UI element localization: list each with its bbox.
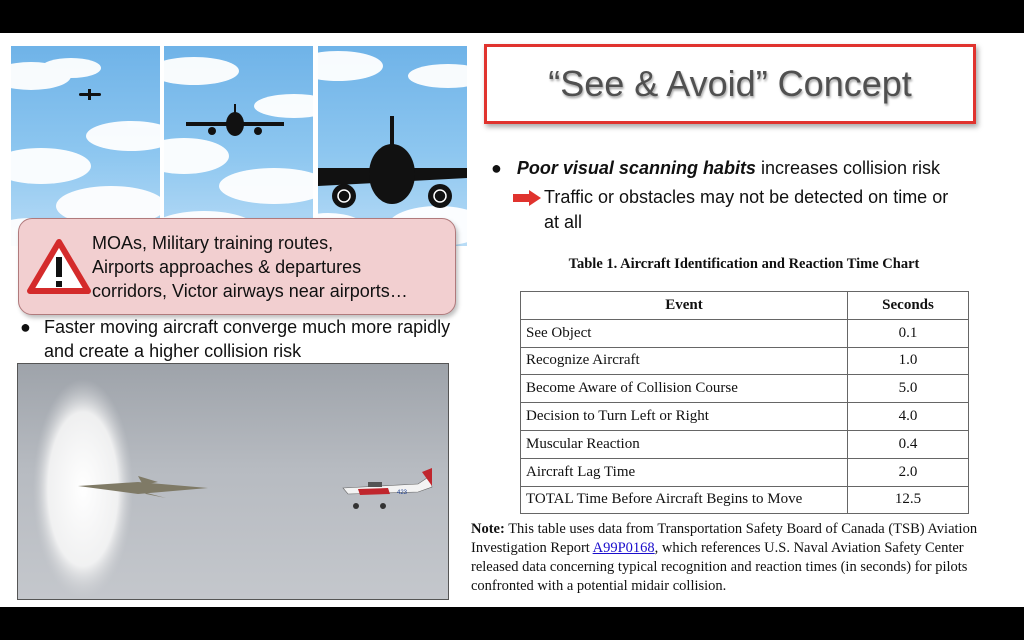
sub-bullet-text: Traffic or obstacles may not be detected on time or at all <box>544 187 949 232</box>
sky-panel-medium <box>164 46 313 246</box>
event-cell: Recognize Aircraft <box>521 347 848 375</box>
table-row <box>521 486 969 514</box>
warning-line: MOAs, Military training routes, <box>92 233 334 253</box>
bullet-dot: ● <box>491 158 502 178</box>
right-bullet-main <box>491 158 940 179</box>
bullet-emphasis: Poor visual scanning habits <box>516 158 756 178</box>
event-cell: Decision to Turn Left or Right <box>521 403 848 431</box>
sky-illustration-medium <box>164 46 313 246</box>
airplane-small-icon <box>79 89 101 100</box>
seconds-cell: 5.0 <box>848 375 969 403</box>
event-cell: See Object <box>521 319 848 347</box>
left-bullet-text: Faster moving aircraft converge much more rapidly and create a higher collision risk <box>44 317 451 361</box>
event-cell: Become Aware of Collision Course <box>521 375 848 403</box>
table-row <box>521 319 969 347</box>
note-text-after: , which references U.S. Naval Aviation Safety Center released data concerning typical recognition and reaction times (in seconds) for pilots confronted with a potential midair collision. <box>471 540 968 594</box>
seconds-cell: 1.0 <box>848 347 969 375</box>
small-aircraft-icon <box>343 468 432 509</box>
reaction-time-table <box>520 291 969 514</box>
report-link[interactable]: A99P0168 <box>592 540 655 556</box>
table-caption: Table 1. Aircraft Identification and Reaction Time Chart <box>568 256 920 272</box>
note-label: Note: <box>471 521 505 537</box>
sky-panel-distant <box>11 46 160 246</box>
table-row <box>521 403 969 431</box>
warning-text <box>92 231 452 303</box>
table-row <box>521 347 969 375</box>
title-box <box>484 44 976 124</box>
warning-line: corridors, Victor airways near airports… <box>92 281 408 301</box>
seconds-cell: 2.0 <box>848 458 969 486</box>
sky-illustration-close <box>318 46 467 246</box>
seconds-cell: 0.1 <box>848 319 969 347</box>
bullet-dot: ● <box>20 317 31 337</box>
note-text-before: This table uses data from Transportation Safety Board of Canada (TSB) Aviation Investigation Report <box>471 521 978 556</box>
seconds-cell: 0.4 <box>848 430 969 458</box>
warning-line: Airports approaches & departures <box>92 257 362 277</box>
sky-panel-close <box>318 46 467 246</box>
table-row <box>521 375 969 403</box>
right-arrow-icon <box>512 190 542 206</box>
slide <box>0 33 1024 607</box>
table-row <box>521 458 969 486</box>
column-header-event: Event <box>521 292 848 320</box>
bullet-main-rest: increases collision risk <box>755 158 941 178</box>
table-header-row <box>521 292 969 320</box>
airplane-large-icon <box>318 116 467 208</box>
warning-callout <box>18 218 456 315</box>
table-note <box>471 520 1011 596</box>
column-header-seconds: Seconds <box>848 292 969 320</box>
slide-title: “See & Avoid” Concept <box>548 63 912 104</box>
warning-triangle-icon <box>27 239 91 295</box>
event-cell: TOTAL Time Before Aircraft Begins to Move <box>521 486 848 514</box>
jet-vapor-cone-illustration <box>18 364 448 599</box>
table-row <box>521 430 969 458</box>
sky-illustration-distant <box>11 46 160 246</box>
event-cell: Muscular Reaction <box>521 430 848 458</box>
aircraft-tail-number: 423 <box>397 490 408 496</box>
seconds-cell: 4.0 <box>848 403 969 431</box>
event-cell: Aircraft Lag Time <box>521 458 848 486</box>
photo-jet-and-small-aircraft <box>17 363 449 600</box>
seconds-cell: 12.5 <box>848 486 969 514</box>
